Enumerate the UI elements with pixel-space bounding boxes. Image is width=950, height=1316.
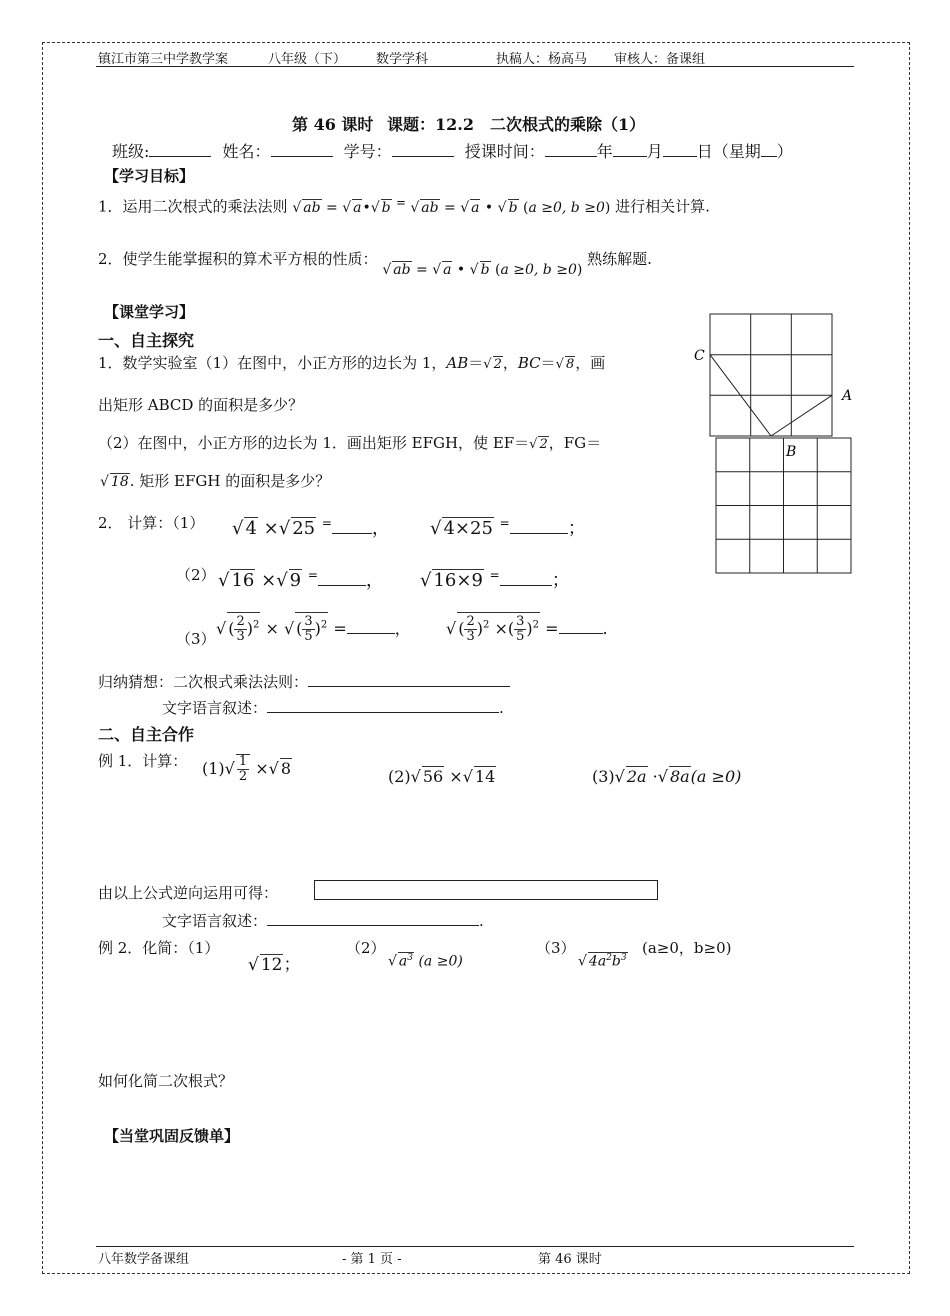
verbal2-blank[interactable]	[267, 911, 479, 926]
goal-1	[98, 195, 710, 217]
ex1-1: (1)√ $\frac{1}{2}$ ×√ 8	[202, 754, 292, 784]
q1-line1-text: 1．数学实验室（1）在图中，小正方形的边长为 1，	[98, 354, 447, 372]
header-author: 执稿人：杨高马	[496, 52, 588, 67]
ex1-3: (3)√ 2a ·√ 8a(a ≥0)	[592, 767, 742, 786]
year-blank[interactable]	[545, 142, 597, 157]
q2-3-label: （3）	[176, 630, 216, 648]
q2-3b-blank[interactable]	[559, 619, 603, 634]
ex2-2: √ $a^3$ (a ≥0)	[388, 953, 463, 970]
verbal-line: 文字语言叙述： .	[162, 699, 504, 717]
goal-2-text: 2．使学生能掌握积的算术平方根的性质：	[98, 250, 378, 268]
verbal2-line: 文字语言叙述： .	[162, 912, 484, 930]
label-c: C	[694, 348, 705, 364]
name-label: 姓名：	[222, 142, 271, 161]
page-title	[292, 112, 645, 135]
q2-1b: √ 4×25 = ；	[430, 516, 586, 539]
diag-ba	[771, 395, 832, 436]
verbal-blank[interactable]	[267, 698, 499, 713]
feedback-heading: 【当堂巩固反馈单】	[104, 1127, 240, 1145]
q2-1b-blank[interactable]	[510, 519, 568, 534]
day-label: 日（星期	[696, 142, 761, 161]
footer-page: - 第 1 页 -	[342, 1252, 402, 1267]
header-grade: 八年级（下）	[268, 52, 347, 67]
header-rule	[96, 66, 854, 67]
ex2-label: 例 2．化简：（1）	[98, 939, 220, 957]
q2-3a-blank[interactable]	[347, 619, 395, 634]
header-reviewer: 审核人：备课组	[614, 52, 706, 67]
q1-line1-end: ，画	[575, 354, 606, 372]
bc-eq: BC	[517, 354, 541, 372]
q1-line4-text: . 矩形 EFGH 的面积是多少？	[129, 472, 331, 490]
goal-2-suffix: 熟练解题.	[587, 250, 652, 268]
goal-1-formula: √ ab = √ a•√ b = √ ab = √ a • √ b (a ≥0, b ≥0)	[292, 195, 611, 216]
ef-sqrt2: √ 2	[529, 437, 548, 452]
q1-line3-text: （2）在图中，小正方形的边长为 1．画出矩形 EFGH，使 EF＝	[98, 434, 530, 452]
label-b: B	[786, 444, 797, 460]
grid-figures	[690, 310, 860, 580]
weekday-blank[interactable]	[761, 142, 777, 157]
q2-1a-blank[interactable]	[332, 519, 372, 534]
month-label: 月	[646, 142, 663, 161]
q1-line1: 1．数学实验室（1）在图中，小正方形的边长为 1，AB＝√ 2，BC＝√ 8，画	[98, 354, 606, 372]
header-school: 镇江市第三中学教学案	[98, 52, 229, 67]
goals-heading: 【学习目标】	[104, 167, 195, 185]
footer-rule	[96, 1246, 854, 1247]
ab-eq: AB	[446, 354, 469, 372]
q1-line3	[98, 432, 601, 453]
day-blank[interactable]	[663, 142, 697, 157]
simplify-question: 如何化简二次根式？	[98, 1072, 234, 1090]
goal-1-text: 1．运用二次根式的乘法法则	[98, 197, 288, 216]
ex1-label: 例 1．计算：	[98, 752, 188, 770]
q2-2b-blank[interactable]	[500, 571, 552, 586]
id-blank[interactable]	[392, 142, 454, 157]
footer-group: 八年数学备课组	[98, 1252, 190, 1267]
lesson-number: 第 46 课时	[292, 115, 374, 134]
sqrt2: √ 2	[483, 357, 502, 372]
id-label: 学号：	[343, 142, 392, 161]
q2-2b: √ 16×9 = ；	[420, 568, 570, 591]
time-label: 授课时间：	[464, 142, 545, 161]
q2-1a: √ 4 ×√ 25 = ，	[232, 516, 390, 539]
sqrt8: √ 8	[555, 357, 575, 372]
q2-3a: √ ( $\frac{2}{3}$ )$^2$ × √ ( $\frac{3}{5}$ )$^2$ = ，	[216, 614, 411, 644]
reverse-answer-box[interactable]	[314, 880, 658, 900]
month-blank[interactable]	[613, 142, 647, 157]
footer-lesson: 第 46 课时	[538, 1252, 602, 1267]
q1-line4	[100, 470, 330, 491]
part2-heading: 二、自主合作	[98, 725, 195, 744]
ex2-3-label: （3）	[536, 939, 576, 957]
close-paren: ）	[776, 142, 793, 161]
study-heading: 【课堂学习】	[104, 303, 195, 321]
header-subject: 数学学科	[376, 52, 429, 67]
induce-line	[98, 671, 510, 692]
q2-3b: √ ( $\frac{2}{3}$ )$^2$ ×( $\frac{3}{5}$ )$^2$ = .	[446, 614, 608, 644]
induce-label: 归纳猜想：二次根式乘法法则：	[98, 673, 309, 691]
name-blank[interactable]	[271, 142, 333, 157]
ex1-2: (2)√ 56 ×√ 14	[388, 767, 496, 786]
ex2-1: √ 12；	[248, 955, 301, 975]
q2-row1	[98, 512, 204, 533]
q2-2a: √ 16 ×√ 9 = ，	[218, 568, 384, 591]
grid-bottom	[716, 438, 851, 573]
lesson-topic: 课题：12.2 二次根式的乘除（1）	[387, 115, 646, 134]
q2-2-label: （2）	[176, 566, 216, 584]
induce-blank[interactable]	[308, 672, 510, 687]
year-label: 年	[596, 142, 613, 161]
label-a: A	[842, 388, 853, 404]
reverse-label: 由以上公式逆向运用可得：	[98, 884, 279, 902]
sqrt18: √ 18	[100, 474, 129, 490]
ex2-cond: (a≥0，b≥0)	[642, 939, 732, 957]
q2-2a-blank[interactable]	[318, 571, 366, 586]
verbal-label: 文字语言叙述：	[162, 699, 268, 717]
q2-label: 2． 计算：（1）	[98, 514, 205, 532]
verbal2-label: 文字语言叙述：	[162, 912, 268, 930]
goal-2-formula: √ ab = √ a • √ b (a ≥0, b ≥0)	[382, 262, 583, 278]
goal-1-suffix: 进行相关计算.	[615, 197, 710, 216]
grid-top	[710, 314, 832, 436]
goal-2	[98, 248, 652, 278]
ex2-2-label: （2）	[346, 939, 386, 957]
class-label: 班级:	[112, 142, 150, 161]
part1-heading: 一、自主探究	[98, 331, 195, 350]
class-blank[interactable]	[149, 142, 211, 157]
q1-line2: 出矩形 ABCD 的面积是多少？	[98, 396, 304, 414]
info-line	[112, 139, 793, 162]
ex2-3: √ $4a^2b^3$	[578, 953, 627, 970]
q1-line3-end: ，FG＝	[548, 434, 602, 452]
